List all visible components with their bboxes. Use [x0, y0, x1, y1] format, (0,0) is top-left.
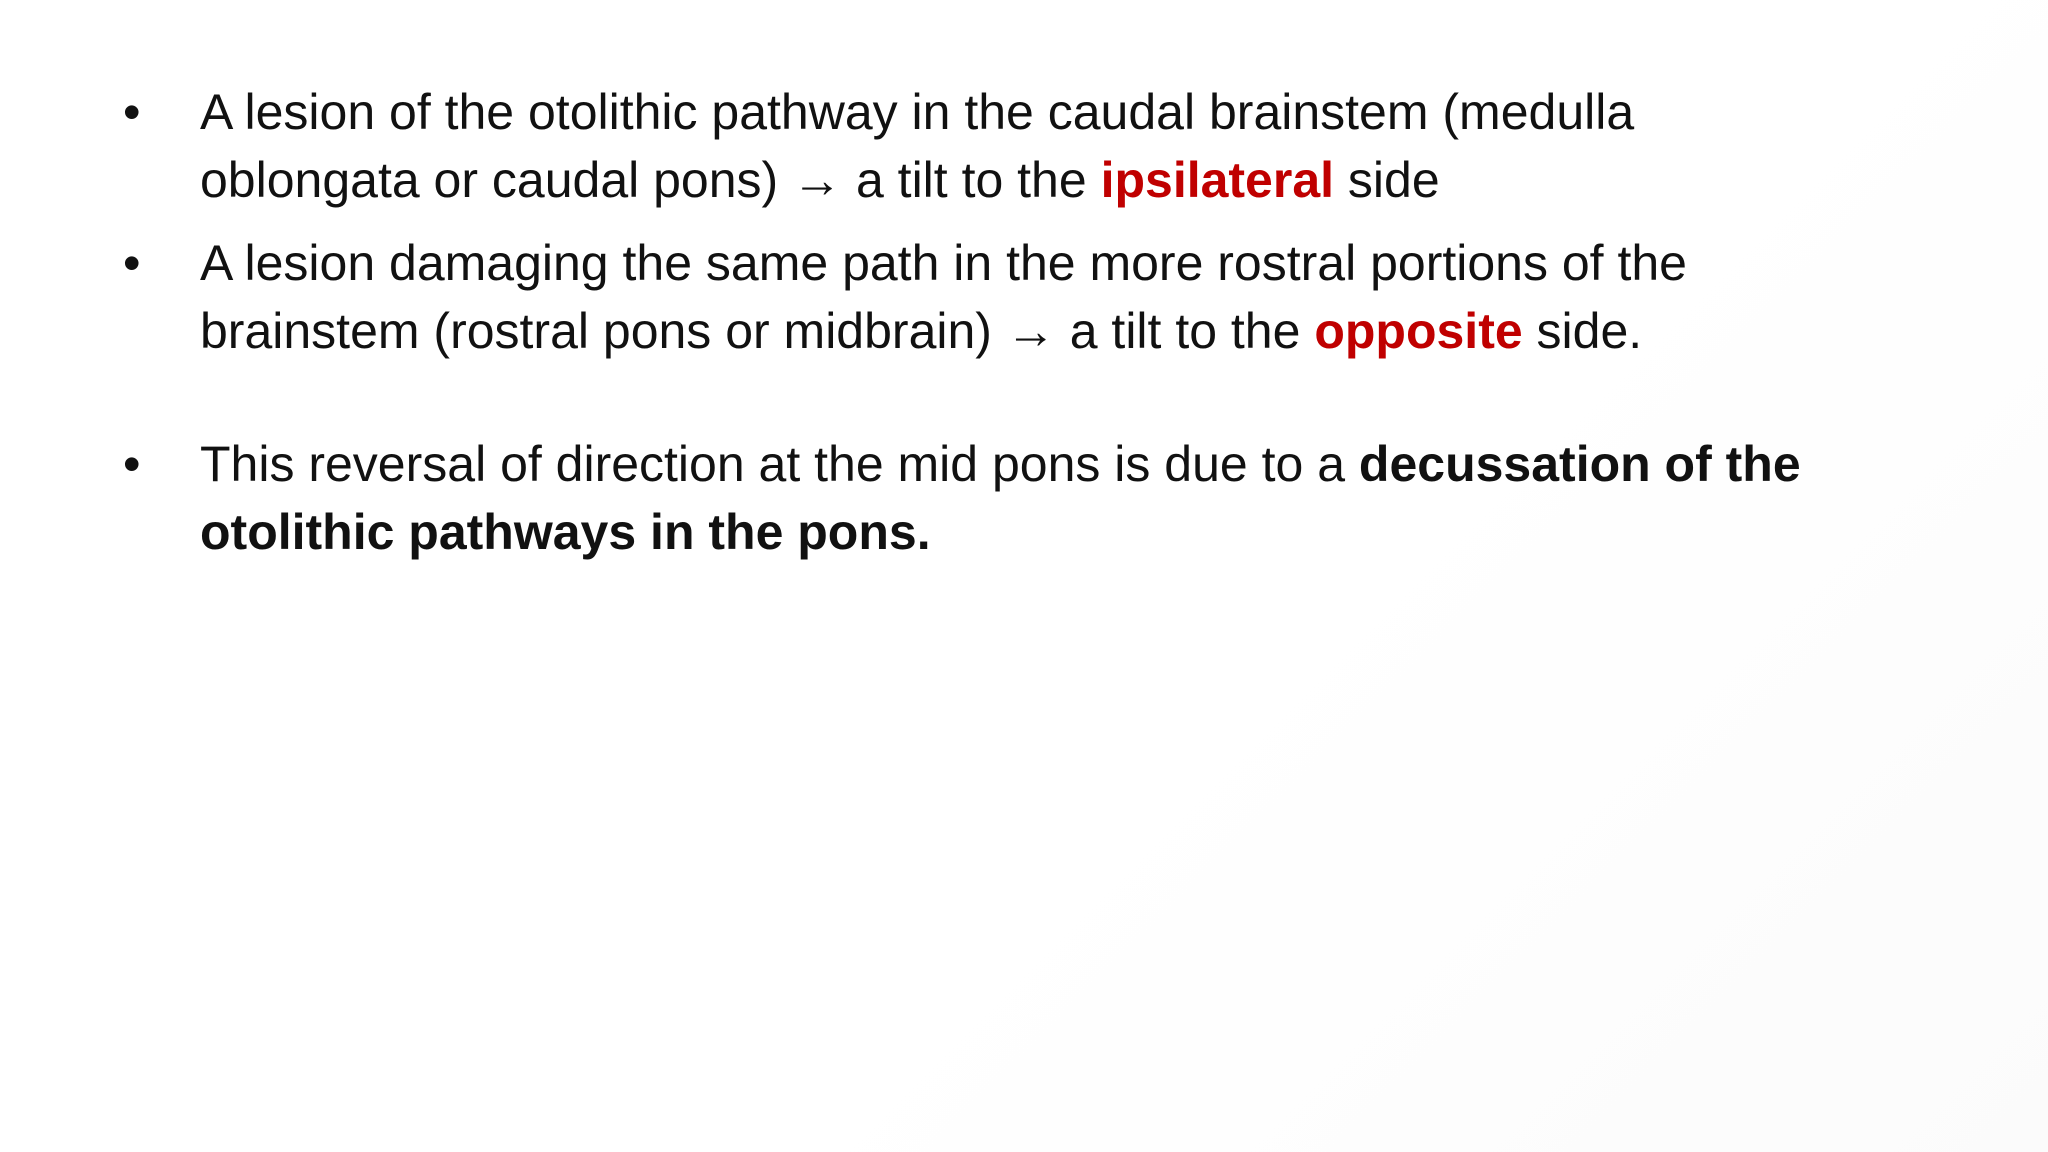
bullet-list [120, 78, 1920, 566]
bullet-text: This reversal of direction at the mid pons is due to a [200, 436, 1359, 492]
bullet-text-line [200, 297, 1920, 365]
bullet-marker: • [123, 436, 141, 492]
bullet-text: oblongata or caudal pons) [200, 152, 793, 208]
bullet-item-decussation [120, 430, 1920, 566]
bullet-marker: • [123, 84, 141, 140]
highlight-term: opposite [1314, 303, 1523, 359]
bullet-text: side [1334, 152, 1440, 208]
bullet-text: brainstem (rostral pons or midbrain) [200, 303, 1006, 359]
bullet-text-line: A lesion damaging the same path in the more rostral portions of the [200, 235, 1687, 291]
arrow-right-icon: → [1005, 303, 1056, 359]
bullet-item-caudal-lesion [120, 78, 1920, 214]
bold-term: decussation of the [1358, 436, 1801, 492]
bullet-text: side. [1522, 303, 1643, 359]
arrow-right-icon: → [792, 152, 843, 208]
bullet-text-line: A lesion of the otolithic pathway in the caudal brainstem (medulla [200, 84, 1635, 140]
bold-term: otolithic pathways in the pons. [200, 504, 931, 560]
highlight-term: ipsilateral [1100, 152, 1335, 208]
bullet-item-rostral-lesion [120, 229, 1920, 365]
bullet-text: a tilt to the [842, 152, 1101, 208]
bullet-text: a tilt to the [1055, 303, 1315, 359]
bullet-text-line [200, 430, 1920, 498]
bullet-marker: • [123, 235, 141, 291]
bullet-text-line [200, 146, 1920, 214]
